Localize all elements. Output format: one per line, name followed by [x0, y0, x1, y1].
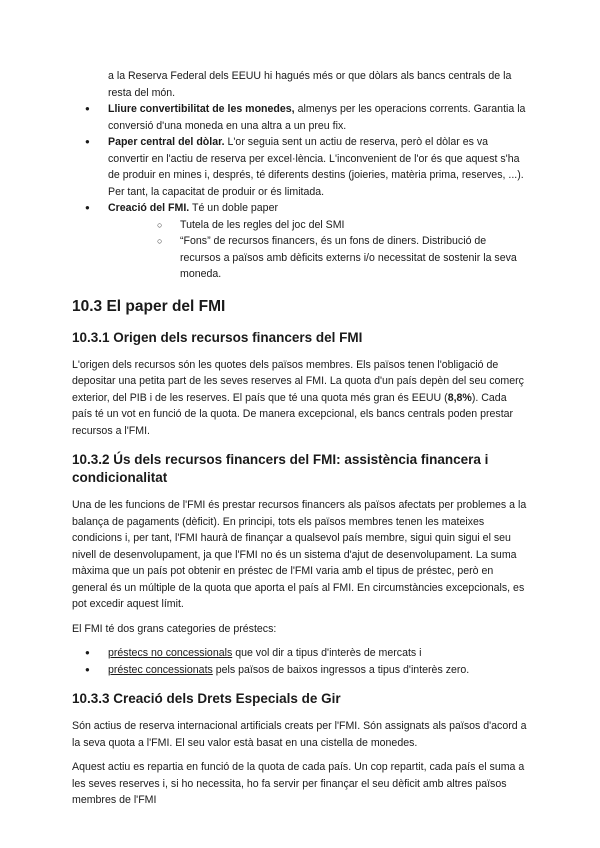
list-continuation: a la Reserva Federal dels EEUU hi hagués més or que dòlars als bancs centrals de la resta del món.	[108, 70, 512, 99]
list-item: ● préstecs no concessionals que vol dir a tipus d'interès de mercats i	[72, 645, 528, 662]
list-item: ● Lliure convertibilitat de les monedes, almenys per les operacions corrents. Garantia la conversió d'una moneda en una altra a un preu fix.	[72, 101, 528, 134]
section-heading-10-3-1: 10.3.1 Origen dels recursos financers del FMI	[72, 329, 363, 345]
sub-list-item: ○ “Fons” de recursos financers, és un fons de diners. Distribució de recursos a països amb dèficits externs i/o necessitat de sostenir la seva moneda.	[144, 233, 528, 283]
paragraph-financial-assistance: Una de les funcions de l'FMI és prestar recursos financers als països afectats per problemes a la balança de pagaments (dèficit). En principi, tots els països membres tenen les mateixes condicions i, per tant, l'FMI haurà de finançar a qualsevol país membre, sigui quin sigui el seu nivell de desenvolupament, ja que l'FMI no és un sistema d'ajut de desenvolupament. La suma màxima que un país pot obtenir en préstec de l'FMI varia amb el tipus de préstec, però en general és un múltiple de la quota que aporta el país al FMI. En circumstàncies excepcionals, es pot excedir aquest límit.	[72, 499, 527, 610]
list-item: ● Paper central del dòlar. L'or seguia sent un actiu de reserva, però el dòlar es va convertir en l'actiu de reserva per excel·lència. L'inconvenient de l'or és que aquest s'ha de produir en mines i, després, té diferents destins (joieries, matèria prima, reserves, ...). Per tant, la capacitat de produir or és limitada.	[72, 134, 528, 200]
paragraph-origin-resources: L'origen dels recursos són les quotes dels països membres. Els països tenen l'obligació de depositar una petita part de les seves reserves al FMI. La quota d'un país depèn del seu comerç exterior, del PIB i de les reserves. El país que té una quota més gran és EEUU (8,8%). Cada país té un vot en funció de la quota. De manera excepcional, els bancs centrals poden prestar recursos a l'FMI.	[72, 358, 524, 437]
bretton-woods-features-list	[72, 101, 528, 283]
paragraph-loan-categories: El FMI té dos grans categories de préstecs:	[72, 622, 277, 635]
loan-type-link[interactable]: préstecs no concessionals	[108, 647, 233, 659]
section-heading-10-3-3: 10.3.3 Creació dels Drets Especials de Gir	[72, 691, 341, 706]
section-heading-10-3: 10.3 El paper del FMI	[72, 297, 226, 315]
loan-type-link[interactable]: préstec concessionats	[108, 663, 213, 676]
list-item: ● préstec concessionats pels països de baixos ingressos a tipus d'interès zero.	[72, 662, 528, 679]
loan-types-list	[72, 645, 528, 678]
paragraph-sdr-definition: Són actius de reserva internacional artificials creats per l'FMI. Són assignats als països d'acord a la seva quota a l'FMI. El seu valor està basat en una cistella de monedes.	[72, 720, 527, 749]
list-item: ● Creació del FMI. Té un doble paper ○ Tutela de les regles del joc del SMI ○ “Fons” de recursos financers, és un fons de diners. Distribució de recursos a països amb dèficits externs i/o necessitat de sostenir la seva moneda.	[72, 200, 528, 283]
section-heading-10-3-2: 10.3.2 Ús dels recursos financers del FMI: assistència financera i condicionalitat	[72, 452, 489, 485]
sub-list-item: ○ Tutela de les regles del joc del SMI	[144, 217, 528, 234]
fmi-roles-sublist	[108, 217, 528, 283]
paragraph-sdr-distribution: Aquest actiu es repartia en funció de la quota de cada país. Un cop repartit, cada país el suma a les seves reserves i, si ho necessita, ho fa servir per finançar el seu dèficit amb altres països membres de l'FMI	[72, 761, 525, 806]
document-page	[72, 68, 528, 809]
